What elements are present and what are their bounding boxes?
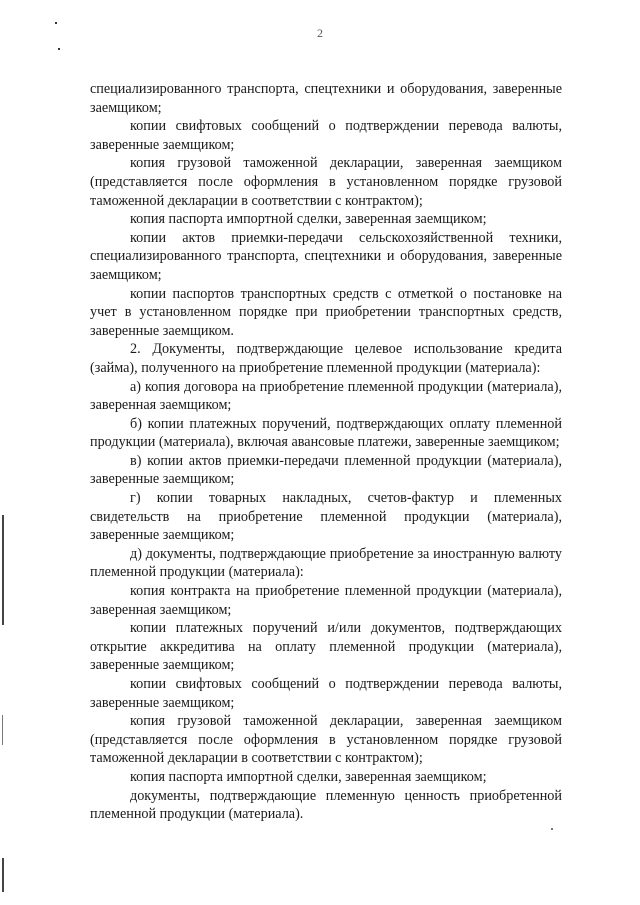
- paragraph: копии паспортов транспортных средств с отметкой о постановке на учет в установленном порядке при приобретении транспортных средств, заверенные заемщиком.: [90, 285, 562, 339]
- scan-speck: [55, 22, 57, 24]
- paragraph: 2. Документы, подтверждающие целевое использование кредита (займа), полученного на приобретение племенной продукции (материала):: [90, 341, 562, 376]
- scan-speck: [2, 715, 3, 745]
- scan-speck: [58, 48, 60, 50]
- paragraph: копия контракта на приобретение племенной продукции (материала), заверенная заемщиком;: [90, 583, 562, 618]
- paragraph: копии актов приемки-передачи сельскохозяйственной техники, специализированного транспорта, спецтехники и оборудования, заверенные заемщиком;: [90, 229, 562, 283]
- document-body: [90, 80, 562, 824]
- paragraph: д) документы, подтверждающие приобретение за иностранную валюту племенной продукции (материала):: [90, 545, 562, 581]
- paragraph: специализированного транспорта, спецтехники и оборудования, заверенные заемщиком;: [90, 81, 562, 116]
- paragraph: копия грузовой таможенной декларации, заверенная заемщиком (представляется после оформления в установленном порядке грузовой таможенной декларации в соответствии с контрактом);: [90, 155, 562, 209]
- paragraph: б) копии платежных поручений, подтверждающих оплату племенной продукции (материала), включая авансовые платежи, заверенные заемщиком;: [90, 415, 562, 451]
- paragraph: копия грузовой таможенной декларации, заверенная заемщиком (представляется после оформления в установленном порядке грузовой таможенной декларации в соответствии с контрактом);: [90, 713, 562, 767]
- page-number: 2: [317, 26, 323, 40]
- paragraph: копии свифтовых сообщений о подтверждении перевода валюты, заверенные заемщиком;: [90, 676, 562, 711]
- paragraph: копии свифтовых сообщений о подтверждении перевода валюты, заверенные заемщиком;: [90, 118, 562, 153]
- scan-speck: [2, 515, 4, 625]
- paragraph: документы, подтверждающие племенную ценность приобретенной племенной продукции (материала).: [90, 787, 562, 823]
- paragraph: в) копии актов приемки-передачи племенной продукции (материала), заверенные заемщиком;: [90, 452, 562, 488]
- paragraph: копии платежных поручений и/или документов, подтверждающих открытие аккредитива на оплату племенной продукции (материала), заверенные заемщиком;: [90, 620, 562, 674]
- paragraph: копия паспорта импортной сделки, заверенная заемщиком;: [130, 768, 487, 785]
- scan-speck: [551, 828, 553, 830]
- paragraph: а) копия договора на приобретение племенной продукции (материала), заверенная заемщиком;: [90, 378, 562, 414]
- paragraph: копия паспорта импортной сделки, заверенная заемщиком;: [130, 211, 487, 228]
- paragraph: г) копии товарных накладных, счетов-фактур и племенных свидетельств на приобретение племенной продукции (материала), заверенные заемщиком;: [90, 490, 562, 544]
- scan-speck: [2, 858, 4, 892]
